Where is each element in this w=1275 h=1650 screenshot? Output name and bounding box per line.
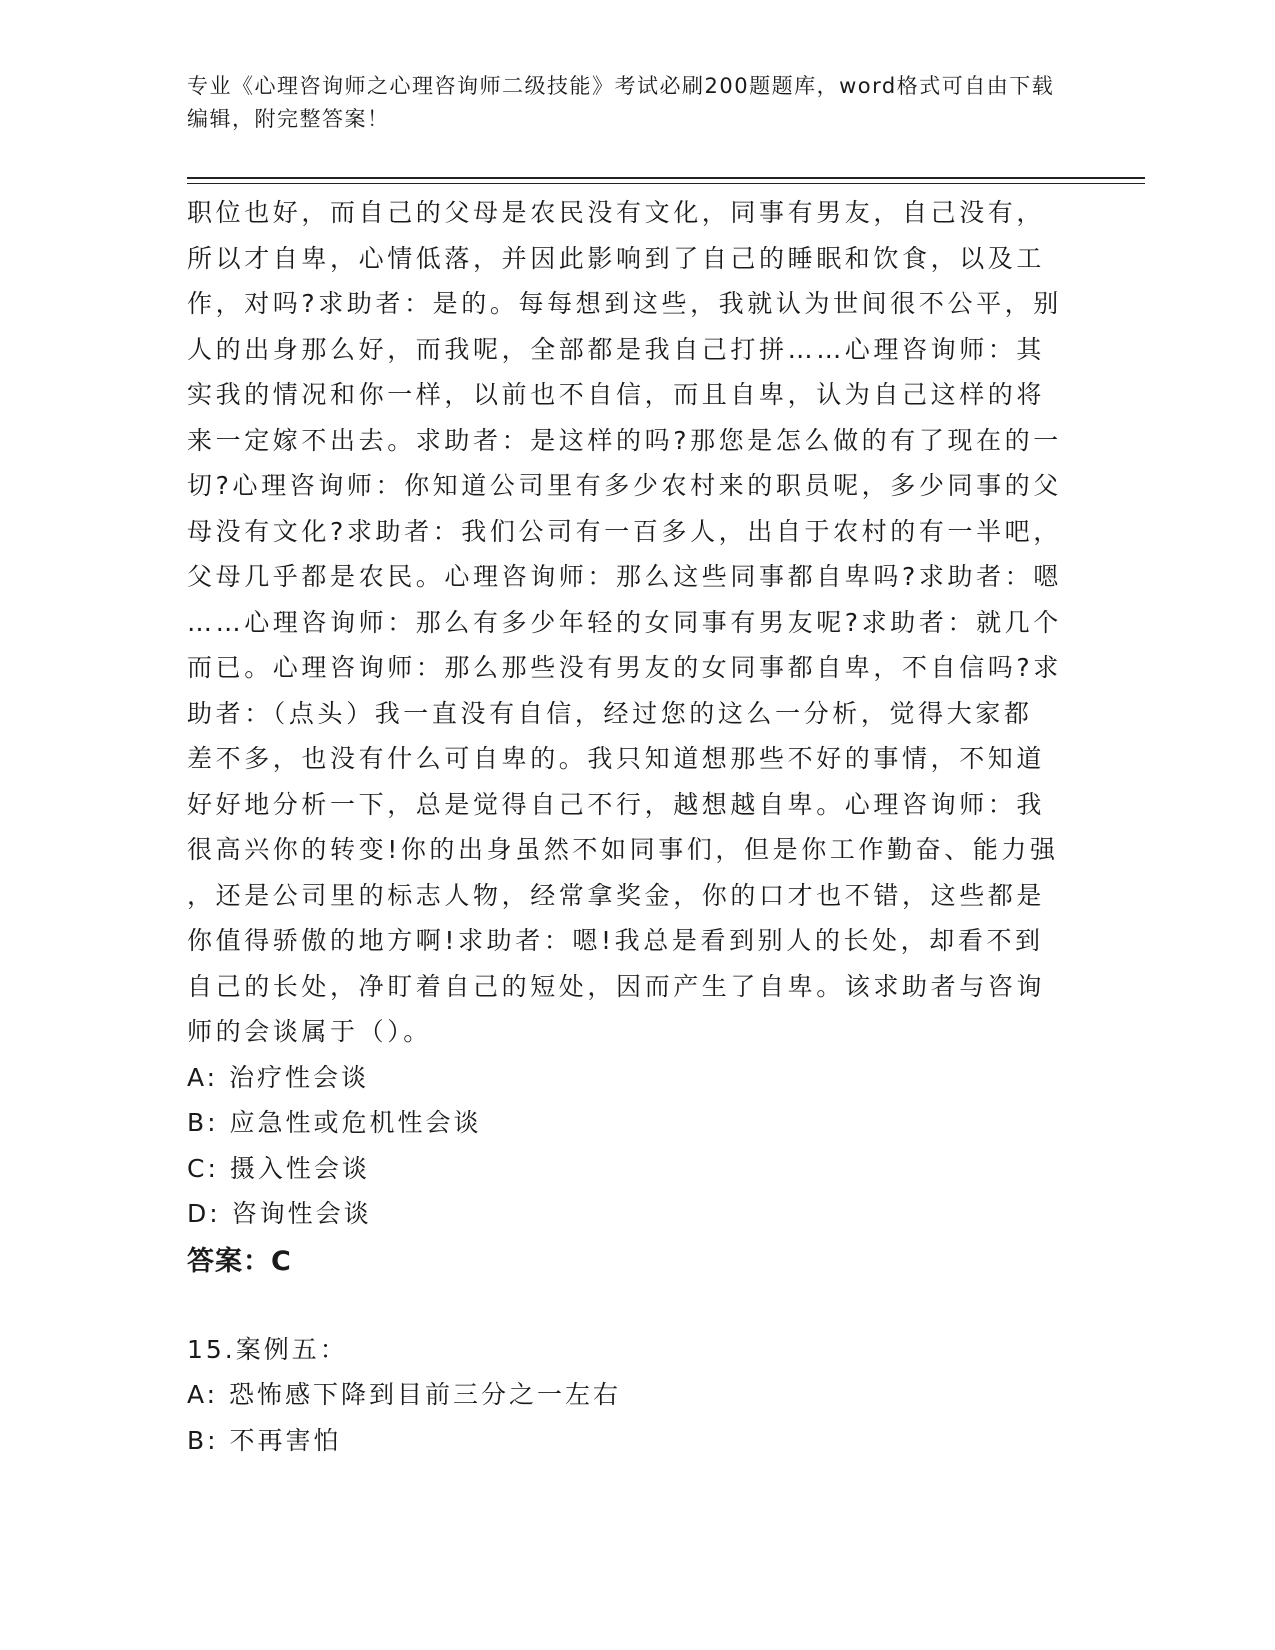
text-line: 职位也好，而自己的父母是农民没有文化，同事有男友，自己没有， xyxy=(187,198,1046,227)
text-line: 作，对吗?求助者：是的。每每想到这些，我就认为世间很不公平，别 xyxy=(187,289,1062,318)
option-d: D: 咨询性会谈 xyxy=(187,1199,372,1228)
text-line: 你值得骄傲的地方啊!求助者：嗯!我总是看到别人的长处，却看不到 xyxy=(187,926,1044,955)
option-c: C: 摄入性会谈 xyxy=(187,1153,370,1183)
text-line: ，还是公司里的标志人物，经常拿奖金，你的口才也不错，这些都是 xyxy=(187,880,1046,910)
text-line: 来一定嫁不出去。求助者：是这样的吗?那您是怎么做的有了现在的一 xyxy=(187,425,1062,455)
question-15-title: 15.案例五： xyxy=(187,1334,348,1364)
section-gap xyxy=(187,1287,1087,1327)
text-line: 差不多，也没有什么可自卑的。我只知道想那些不好的事情，不知道 xyxy=(187,744,1046,773)
text-line: 而已。心理咨询师：那么那些没有男友的女同事都自卑，不自信吗?求 xyxy=(187,653,1062,682)
answer-label: 答案：C xyxy=(187,1245,292,1277)
header-rule-thick xyxy=(187,177,1145,179)
text-line: 助者：（点头）我一直没有自信，经过您的这么一分析，觉得大家都 xyxy=(187,698,1033,728)
question-14-options xyxy=(187,1055,1087,1237)
option-a: A: 治疗性会谈 xyxy=(187,1062,370,1092)
text-line: 所以才自卑，心情低落，并因此影响到了自己的睡眠和饮食，以及工 xyxy=(187,243,1046,273)
text-line: 切?心理咨询师：你知道公司里有多少农村来的职员呢，多少同事的父 xyxy=(187,471,1062,500)
option-b: B: 应急性或危机性会谈 xyxy=(187,1108,482,1137)
text-line: 好好地分析一下，总是觉得自己不行，越想越自卑。心理咨询师：我 xyxy=(187,789,1046,819)
text-line: 很高兴你的转变!你的出身虽然不如同事们，但是你工作勤奋、能力强 xyxy=(187,835,1059,864)
question-15 xyxy=(187,1327,1087,1464)
question-14-text xyxy=(187,190,1087,1055)
header-rule-thin xyxy=(187,183,1145,184)
header-title: 专业《心理咨询师之心理咨询师二级技能》考试必刷200题题库，word格式可自由下载编辑，附完整答案！ xyxy=(187,74,1055,131)
option-b: B: 不再害怕 xyxy=(187,1425,342,1455)
text-line: 父母几乎都是农民。心理咨询师：那么这些同事都自卑吗?求助者：嗯 xyxy=(187,562,1062,591)
text-line: 自己的长处，净盯着自己的短处，因而产生了自卑。该求助者与咨询 xyxy=(187,971,1046,1001)
text-line: 实我的情况和你一样，以前也不自信，而且自卑，认为自己这样的将 xyxy=(187,380,1046,409)
text-line: 母没有文化?求助者：我们公司有一百多人，出自于农村的有一半吧， xyxy=(187,516,1062,546)
text-line: 人的出身那么好，而我呢，全部都是我自己打拼……心理咨询师：其 xyxy=(187,334,1046,364)
option-a: A: 恐怖感下降到目前三分之一左右 xyxy=(187,1380,622,1409)
document-header xyxy=(187,70,1067,136)
text-line: ……心理咨询师：那么有多少年轻的女同事有男友呢?求助者：就几个 xyxy=(187,607,1062,637)
text-line: 师的会谈属于（）。 xyxy=(187,1017,432,1046)
document-body xyxy=(187,190,1087,1463)
